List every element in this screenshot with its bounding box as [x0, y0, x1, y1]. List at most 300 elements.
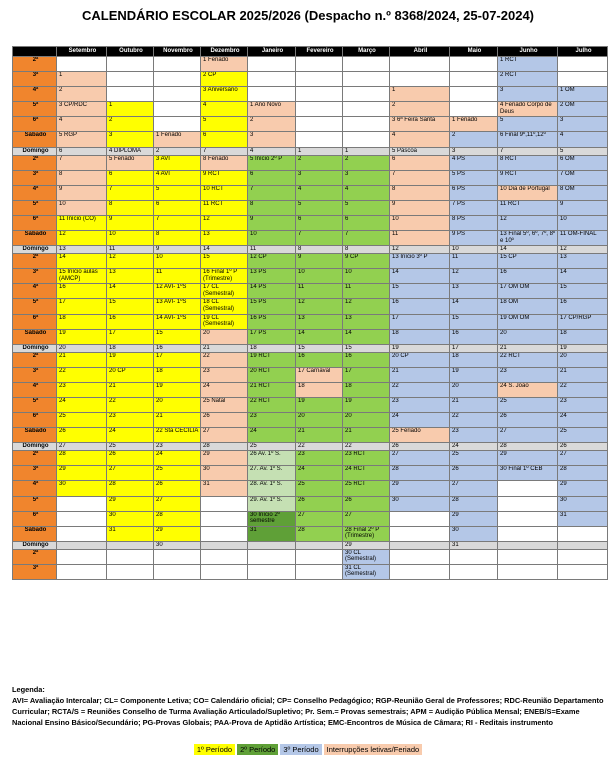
period-keys	[0, 744, 616, 755]
day-cell: 1	[107, 102, 154, 117]
day-label: 2ª	[13, 254, 57, 269]
calendar-table	[12, 46, 608, 580]
day-cell: 4	[558, 132, 608, 147]
day-cell: 22	[201, 352, 248, 367]
day-cell: 1	[390, 87, 450, 102]
day-cell: 29	[107, 496, 154, 511]
day-cell: 14	[498, 246, 558, 254]
weekday-row	[13, 413, 608, 428]
day-cell: 22	[57, 367, 107, 382]
day-cell: 19	[450, 367, 498, 382]
month-header: Abril	[390, 47, 450, 57]
day-label: 6ª	[13, 215, 57, 230]
day-cell: 2 CP	[201, 72, 248, 87]
day-cell: 1 Ano Novo	[248, 102, 296, 117]
day-cell: 20	[343, 413, 390, 428]
day-cell: 27. Av. 1º S.	[248, 466, 296, 481]
day-cell: 16 Final 1º P (Trimestre)	[201, 269, 248, 284]
weekday-row	[13, 87, 608, 102]
weekday-row	[13, 215, 608, 230]
day-cell	[107, 87, 154, 102]
day-cell: 5 Páscoa	[390, 147, 450, 155]
day-cell: 19 RCT	[248, 352, 296, 367]
day-cell: 15 PS	[248, 299, 296, 314]
day-cell: 30	[201, 466, 248, 481]
day-cell: 6	[154, 200, 201, 215]
day-cell: 13	[201, 231, 248, 246]
day-cell: 20	[154, 397, 201, 412]
day-cell: 25	[296, 481, 343, 496]
header-row	[13, 47, 608, 57]
day-cell: 22	[558, 382, 608, 397]
weekday-row	[13, 102, 608, 117]
day-cell: 30 Início 2º semestre	[248, 511, 296, 526]
day-cell	[248, 72, 296, 87]
day-cell: 24	[248, 428, 296, 443]
weekday-row	[13, 254, 608, 269]
page-title: CALENDÁRIO ESCOLAR 2025/2026 (Despacho n.º 8368/2024, 25-07-2024)	[82, 8, 534, 23]
day-label: 4ª	[13, 284, 57, 299]
day-cell: 11	[154, 269, 201, 284]
day-cell: 13	[450, 284, 498, 299]
day-cell: 5	[498, 117, 558, 132]
weekday-row	[13, 352, 608, 367]
day-cell	[248, 541, 296, 549]
day-cell: 10 RCT	[201, 185, 248, 200]
day-cell: 27	[390, 451, 450, 466]
day-cell: 12	[390, 246, 450, 254]
day-cell: 9 PS	[450, 231, 498, 246]
day-cell: 6	[57, 147, 107, 155]
day-cell: 20	[498, 329, 558, 344]
weekday-row	[13, 511, 608, 526]
weekday-row	[13, 496, 608, 511]
day-cell: 31	[201, 481, 248, 496]
day-cell: 17	[343, 367, 390, 382]
day-cell: 17 CL (Semestral)	[201, 284, 248, 299]
day-cell: 17	[107, 329, 154, 344]
day-cell: 26	[296, 496, 343, 511]
day-cell: 26	[450, 466, 498, 481]
day-label: 2ª	[13, 352, 57, 367]
day-cell: 21	[201, 344, 248, 352]
day-cell	[390, 541, 450, 549]
day-cell: 19	[343, 397, 390, 412]
day-cell: 25 Feriado	[390, 428, 450, 443]
day-cell: 28	[107, 481, 154, 496]
day-cell: 3 6ª Feira Santa	[390, 117, 450, 132]
day-cell: 7	[57, 155, 107, 170]
day-cell: 26	[498, 413, 558, 428]
day-cell: 26	[107, 451, 154, 466]
day-label: 2ª	[13, 57, 57, 72]
day-cell: 16	[154, 344, 201, 352]
day-cell: 25	[558, 428, 608, 443]
day-cell: 1 RCT	[498, 57, 558, 72]
day-cell: 18 OM	[498, 299, 558, 314]
day-cell: 11	[107, 246, 154, 254]
day-cell: 10	[450, 246, 498, 254]
day-cell	[498, 511, 558, 526]
day-cell: 11	[343, 284, 390, 299]
day-label: 5ª	[13, 496, 57, 511]
day-cell	[154, 57, 201, 72]
day-cell: 22 RCT	[498, 352, 558, 367]
day-cell: 17	[390, 314, 450, 329]
day-cell: 30	[107, 511, 154, 526]
day-cell: 19	[57, 329, 107, 344]
weekday-row	[13, 200, 608, 215]
day-cell: 17	[450, 344, 498, 352]
day-cell: 8	[343, 246, 390, 254]
day-cell: 1 OM	[558, 87, 608, 102]
day-cell	[558, 541, 608, 549]
day-cell: 29	[343, 541, 390, 549]
day-cell: 11 Início (CO)	[57, 215, 107, 230]
sunday-row	[13, 443, 608, 451]
day-cell: 29	[450, 511, 498, 526]
day-label: Sábado	[13, 428, 57, 443]
day-cell: 26	[558, 443, 608, 451]
month-header: Dezembro	[201, 47, 248, 57]
day-cell: 27	[498, 428, 558, 443]
day-cell: 9 CP	[343, 254, 390, 269]
weekday-row	[13, 155, 608, 170]
day-cell: 22	[450, 413, 498, 428]
day-cell: 9	[57, 185, 107, 200]
day-cell: 31	[450, 541, 498, 549]
day-cell	[248, 57, 296, 72]
day-cell: 8	[390, 185, 450, 200]
day-cell: 18 CL (Semestral)	[201, 299, 248, 314]
sunday-row	[13, 147, 608, 155]
day-cell: 26 Av. 1º S.	[248, 451, 296, 466]
day-cell	[450, 87, 498, 102]
day-cell: 1	[343, 147, 390, 155]
day-cell: 18	[450, 352, 498, 367]
day-cell: 22 RCT	[248, 397, 296, 412]
day-cell: 20	[296, 413, 343, 428]
day-cell: 29	[498, 451, 558, 466]
period-key: 2º Período	[237, 744, 278, 755]
day-cell: 13 Início 3º P	[390, 254, 450, 269]
day-cell	[57, 541, 107, 549]
day-cell	[498, 564, 558, 579]
day-cell: 24	[201, 382, 248, 397]
day-cell: 1 Feriado	[201, 57, 248, 72]
day-cell: 6	[107, 170, 154, 185]
day-cell	[343, 57, 390, 72]
day-cell: 10	[558, 215, 608, 230]
day-cell: 28. Av. 1º S.	[248, 481, 296, 496]
day-cell: 7	[390, 170, 450, 185]
day-cell: 29	[390, 481, 450, 496]
day-cell: 2	[296, 155, 343, 170]
day-cell: 26	[390, 443, 450, 451]
weekday-row	[13, 231, 608, 246]
legend	[12, 684, 607, 728]
day-label: Sábado	[13, 132, 57, 147]
day-cell: 7	[248, 185, 296, 200]
day-cell: 28 Final 2º P (Trimestre)	[343, 526, 390, 541]
day-cell: 28	[201, 443, 248, 451]
day-cell: 4	[390, 132, 450, 147]
day-cell: 23	[390, 397, 450, 412]
day-cell: 23	[154, 443, 201, 451]
day-cell	[57, 549, 107, 564]
day-cell: 4	[201, 102, 248, 117]
day-cell: 21	[296, 428, 343, 443]
day-cell: 21	[107, 382, 154, 397]
day-cell: 9	[296, 254, 343, 269]
day-label: 6ª	[13, 511, 57, 526]
day-cell: 22	[390, 382, 450, 397]
day-label: 3ª	[13, 269, 57, 284]
day-cell: 13 PS	[248, 269, 296, 284]
day-cell: 23 RCT	[343, 451, 390, 466]
day-cell: 25	[248, 443, 296, 451]
month-header: Outubro	[107, 47, 154, 57]
day-cell: 8 Feriado	[201, 155, 248, 170]
day-cell: 5 Início 2º P	[248, 155, 296, 170]
day-cell: 30	[558, 496, 608, 511]
day-cell: 28	[558, 466, 608, 481]
sunday-row	[13, 246, 608, 254]
day-cell: 27	[343, 511, 390, 526]
day-cell	[296, 549, 343, 564]
day-cell: 19	[390, 344, 450, 352]
day-cell: 4	[343, 185, 390, 200]
day-cell: 21	[390, 367, 450, 382]
day-cell	[107, 72, 154, 87]
day-label: 4ª	[13, 382, 57, 397]
day-cell: 19 CL (Semestral)	[201, 314, 248, 329]
day-cell: 29. Av. 1º S.	[248, 496, 296, 511]
day-cell: 20	[450, 382, 498, 397]
day-cell: 13	[57, 246, 107, 254]
day-cell: 26	[343, 496, 390, 511]
day-cell: 25	[57, 413, 107, 428]
day-label: 4ª	[13, 481, 57, 496]
day-cell: 23	[498, 367, 558, 382]
weekday-row	[13, 367, 608, 382]
day-cell: 2	[57, 87, 107, 102]
day-cell: 14	[390, 269, 450, 284]
day-cell: 6	[296, 215, 343, 230]
day-cell: 20	[57, 344, 107, 352]
day-cell: 13	[107, 269, 154, 284]
day-cell: 14 AVI- 1ºS	[154, 314, 201, 329]
day-cell: 17 CP/RGP	[558, 314, 608, 329]
day-cell	[201, 496, 248, 511]
day-cell: 15	[390, 284, 450, 299]
weekday-row	[13, 269, 608, 284]
day-cell: 27	[450, 481, 498, 496]
day-cell: 27	[558, 451, 608, 466]
day-cell: 8	[248, 200, 296, 215]
day-label: 5ª	[13, 299, 57, 314]
day-cell: 14	[107, 284, 154, 299]
day-cell: 30	[154, 541, 201, 549]
day-cell	[57, 496, 107, 511]
day-cell: 31	[558, 511, 608, 526]
day-cell: 10	[57, 200, 107, 215]
day-cell: 4	[248, 147, 296, 155]
day-cell	[390, 564, 450, 579]
day-cell: 12	[107, 254, 154, 269]
day-cell	[558, 549, 608, 564]
day-cell: 6 PS	[450, 185, 498, 200]
day-cell: 27	[57, 443, 107, 451]
day-cell	[558, 57, 608, 72]
day-cell	[201, 526, 248, 541]
day-cell: 21	[450, 397, 498, 412]
day-cell: 5 PS	[450, 170, 498, 185]
day-cell: 16	[57, 284, 107, 299]
day-cell: 14	[296, 329, 343, 344]
weekday-row	[13, 382, 608, 397]
day-cell: 1 Feriado	[154, 132, 201, 147]
day-cell: 24	[296, 466, 343, 481]
day-cell: 15	[558, 284, 608, 299]
day-cell: 31	[107, 526, 154, 541]
day-cell: 27	[201, 428, 248, 443]
day-cell: 2 RCT	[498, 72, 558, 87]
day-cell: 5	[154, 185, 201, 200]
day-cell: 8	[107, 200, 154, 215]
day-cell: 22	[107, 397, 154, 412]
day-cell: 29	[201, 451, 248, 466]
day-cell: 21	[154, 413, 201, 428]
day-cell: 20 CP	[107, 367, 154, 382]
day-cell: 15 CP	[498, 254, 558, 269]
day-cell: 28	[450, 496, 498, 511]
weekday-row	[13, 397, 608, 412]
day-label: 5ª	[13, 102, 57, 117]
day-cell: 10	[343, 269, 390, 284]
day-cell: 27	[154, 496, 201, 511]
day-label: Domingo	[13, 443, 57, 451]
day-cell: 16	[343, 352, 390, 367]
day-cell: 12	[558, 246, 608, 254]
day-cell: 2	[450, 132, 498, 147]
day-cell: 30 Final 1º CEB	[498, 466, 558, 481]
day-label: 3ª	[13, 466, 57, 481]
day-cell: 8	[154, 231, 201, 246]
day-cell: 25	[107, 443, 154, 451]
day-label: Domingo	[13, 147, 57, 155]
day-label: 5ª	[13, 200, 57, 215]
day-cell: 12 CP	[248, 254, 296, 269]
day-cell: 22 Sta CECÍLIA	[154, 428, 201, 443]
day-cell	[558, 564, 608, 579]
weekday-row	[13, 526, 608, 541]
day-cell: 28	[154, 511, 201, 526]
day-cell: 5	[343, 200, 390, 215]
day-cell: 20	[558, 352, 608, 367]
day-cell	[450, 57, 498, 72]
day-cell: 23	[57, 382, 107, 397]
day-label: 3ª	[13, 564, 57, 579]
month-header: Janeiro	[248, 47, 296, 57]
day-cell	[107, 57, 154, 72]
weekday-row	[13, 451, 608, 466]
day-cell: 18	[390, 329, 450, 344]
day-cell: 4	[57, 117, 107, 132]
day-cell: 16	[107, 314, 154, 329]
day-cell	[498, 541, 558, 549]
day-cell: 3	[558, 117, 608, 132]
day-cell: 16	[296, 352, 343, 367]
day-cell	[296, 564, 343, 579]
month-header: Março	[343, 47, 390, 57]
day-label: 2ª	[13, 451, 57, 466]
day-cell: 17	[154, 352, 201, 367]
day-cell: 4 Feriado Corpo de Deus	[498, 102, 558, 117]
day-cell	[154, 72, 201, 87]
day-cell	[57, 511, 107, 526]
day-cell: 15	[343, 344, 390, 352]
day-cell: 6 Final 9º,11º,12º	[498, 132, 558, 147]
day-cell: 3	[498, 87, 558, 102]
day-cell: 12 AVI- 1ºS	[154, 284, 201, 299]
day-cell	[296, 132, 343, 147]
day-cell: 6 OM	[558, 155, 608, 170]
weekday-row	[13, 170, 608, 185]
day-cell: 7	[154, 215, 201, 230]
day-cell: 14 PS	[248, 284, 296, 299]
day-label: 2ª	[13, 155, 57, 170]
day-cell: 17	[57, 299, 107, 314]
day-label: Sábado	[13, 329, 57, 344]
day-cell: 2	[343, 155, 390, 170]
day-cell: 7	[498, 147, 558, 155]
day-cell: 6	[343, 215, 390, 230]
day-cell: 1	[296, 147, 343, 155]
month-header: Junho	[498, 47, 558, 57]
day-cell: 14	[343, 329, 390, 344]
weekday-row	[13, 428, 608, 443]
day-cell: 4	[296, 185, 343, 200]
day-cell: 12	[450, 269, 498, 284]
period-key: 1º Período	[194, 744, 235, 755]
day-cell: 29	[57, 466, 107, 481]
day-cell	[558, 72, 608, 87]
day-cell	[296, 541, 343, 549]
day-cell: 23	[450, 428, 498, 443]
weekday-row	[13, 549, 608, 564]
day-cell: 16	[498, 269, 558, 284]
period-key: 3º Período	[280, 744, 321, 755]
day-cell: 24	[107, 428, 154, 443]
day-cell: 6	[201, 132, 248, 147]
month-header: Novembro	[154, 47, 201, 57]
day-cell: 26	[154, 481, 201, 496]
day-cell: 18	[248, 344, 296, 352]
weekday-row	[13, 314, 608, 329]
day-cell	[154, 102, 201, 117]
day-cell: 4 DIPLOMA	[107, 147, 154, 155]
day-cell: 31	[248, 526, 296, 541]
day-cell: 28	[296, 526, 343, 541]
day-cell: 2	[248, 117, 296, 132]
day-cell: 2	[154, 147, 201, 155]
day-cell	[154, 87, 201, 102]
day-cell	[390, 549, 450, 564]
day-cell: 7	[343, 231, 390, 246]
day-cell: 23	[107, 413, 154, 428]
day-cell: 25	[498, 397, 558, 412]
